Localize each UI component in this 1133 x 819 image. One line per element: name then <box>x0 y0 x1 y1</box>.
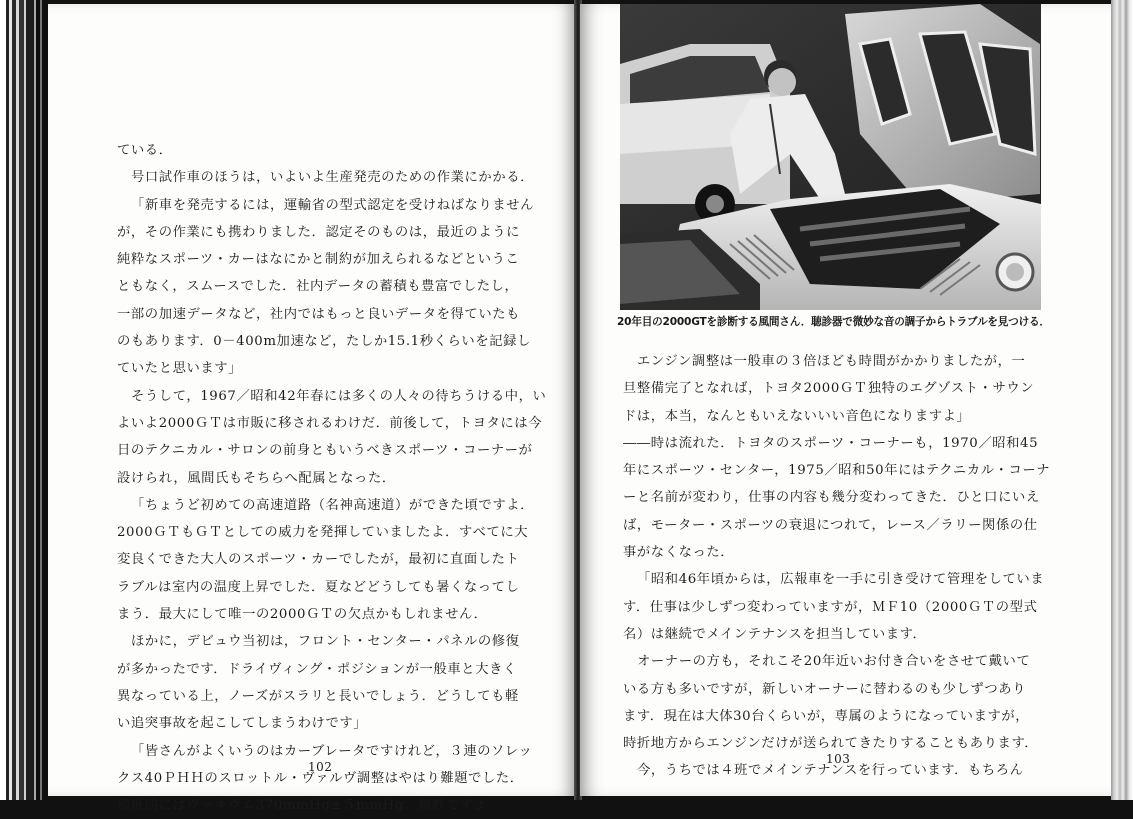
page-number-right: 103 <box>826 752 851 766</box>
text-line: クス40ＰＨＨのスロットル・ヴァルヴ調整はやはり難題でした． <box>117 770 524 786</box>
text-line: 年にスポーツ・センター，1975／昭和50年にはテクニカル・コーナ <box>623 463 1051 479</box>
text-line: そうして，1967／昭和42年春には多くの人々の待ちうける中，い <box>131 388 547 404</box>
left-page-text <box>117 137 546 819</box>
text-line: 精度的にはヴァキウム370mmHg±５mmHg．微妙ですよ． <box>117 798 502 814</box>
text-line: が多かったです．ドライヴィング・ポジションが一般車と大きく <box>117 661 517 677</box>
text-line: 時折地方からエンジンだけが送られてきたりすることもあります． <box>623 736 1039 752</box>
left-page <box>48 4 576 814</box>
text-line: エンジン調整は一般車の３倍ほども時間がかかりましたが，一 <box>637 354 1026 369</box>
text-line: が，その作業にも携わりました．認定そのものは，最近のように <box>117 224 521 240</box>
text-line: 日のテクニカル・サロンの前身ともいうべきスポーツ・コーナーが <box>117 443 533 459</box>
text-line: のもあります．0－400m加速など，たしか15.1秒くらいを記録し <box>117 334 531 350</box>
book-edge-left <box>0 0 50 800</box>
text-line: い追突事故を起こしてしまうわけです」 <box>117 716 368 732</box>
book-edge-right <box>1111 0 1133 800</box>
text-line: 今，うちでは４班でメインテナンスを行っています．もちろん <box>637 763 1024 779</box>
text-line: 名）は継続でメインテナンスを担当しています． <box>623 626 927 642</box>
text-line: 純粋なスポーツ・カーはなにかと制約が加えられるなどというこ <box>117 252 520 268</box>
text-line: 「新車を発売するには，運輸省の型式認定を受けねばなりません <box>131 197 535 213</box>
text-line: ている． <box>117 143 173 158</box>
engine-photo-illustration <box>620 4 1041 310</box>
text-line: ――時は流れた．トヨタのスポーツ・コーナーも，1970／昭和45 <box>623 435 1039 451</box>
text-line: 変良くできた大人のスポーツ・カーでしたが，最初に直面したト <box>117 552 520 568</box>
text-line: 異なっている上，ノーズがスラリと長いでしょう．どうしても軽 <box>117 688 519 704</box>
text-line: 2000ＧＴもＧＴとしての威力を発揮していましたよ．すべてに大 <box>117 525 529 541</box>
text-line: 「昭和46年頃からは，広報車を一手に引き受けて管理をしていま <box>637 572 1045 588</box>
engine-photo <box>620 4 1041 310</box>
text-line: 旦整備完了となれば，トヨタ2000ＧＴ独特のエグゾスト・サウン <box>623 381 1035 397</box>
text-line: ドは，本当，なんともいえないいい音色になりますよ」 <box>623 408 971 424</box>
right-page-text <box>623 348 1050 785</box>
text-line: 「皆さんがよくいうのはカーブレータですけれど，３連のソレッ <box>131 743 533 759</box>
text-line: ほかに，デビュウ当初は，フロント・センター・パネルの修復 <box>131 634 520 650</box>
text-line: 一部の加速データなど，社内ではもっと良いデータを得ていたも <box>117 306 521 322</box>
text-line: まう．最大にして唯一の2000ＧＴの欠点かもしれません． <box>117 607 488 623</box>
text-line: オーナーの方も，それこそ20年近いお付き合いをさせて戴いて <box>637 654 1031 670</box>
text-line: ていたと思います」 <box>117 361 243 377</box>
text-line: ともなく，スムースでした．社内データの蓄積も豊富でしたし， <box>117 279 519 295</box>
text-line: ラブルは室内の温度上昇でした．夏などどうしても暑くなってし <box>117 579 520 595</box>
text-line: よいよ2000ＧＴは市販に移されるわけだ．前後して，トヨタには今 <box>117 415 543 431</box>
text-line: ーと名前が変わり，仕事の内容も幾分変わってきた．ひと口にいえ <box>623 490 1040 506</box>
text-line: 事がなくなった． <box>623 545 735 561</box>
text-line: いる方も多いですが，新しいオーナーに替わるのも少しずつあり <box>623 681 1027 697</box>
text-line: ます．現在は大体30台くらいが，専属のようになっていますが， <box>623 708 1030 724</box>
text-line: ば，モーター・スポーツの衰退につれて，レース／ラリー関係の仕 <box>623 517 1038 533</box>
text-line: 「ちょうど初めての高速道路（名神高速道）ができた頃ですよ． <box>131 497 535 513</box>
text-line: す．仕事は少しずつ変わっていますが，ＭＦ10（2000ＧＴの型式 <box>623 599 1038 615</box>
page-number-left: 102 <box>308 760 333 774</box>
right-page <box>580 4 1111 796</box>
photo-caption: 20年目の2000GTを診断する風間さん．聴診器で微妙な音の調子からトラブルを見つける． <box>617 316 1050 328</box>
text-line: 設けられ，風間氏もそちらへ配属となった． <box>117 470 396 486</box>
text-line: 号口試作車のほうは，いよいよ生産発売のための作業にかかる． <box>131 170 535 186</box>
